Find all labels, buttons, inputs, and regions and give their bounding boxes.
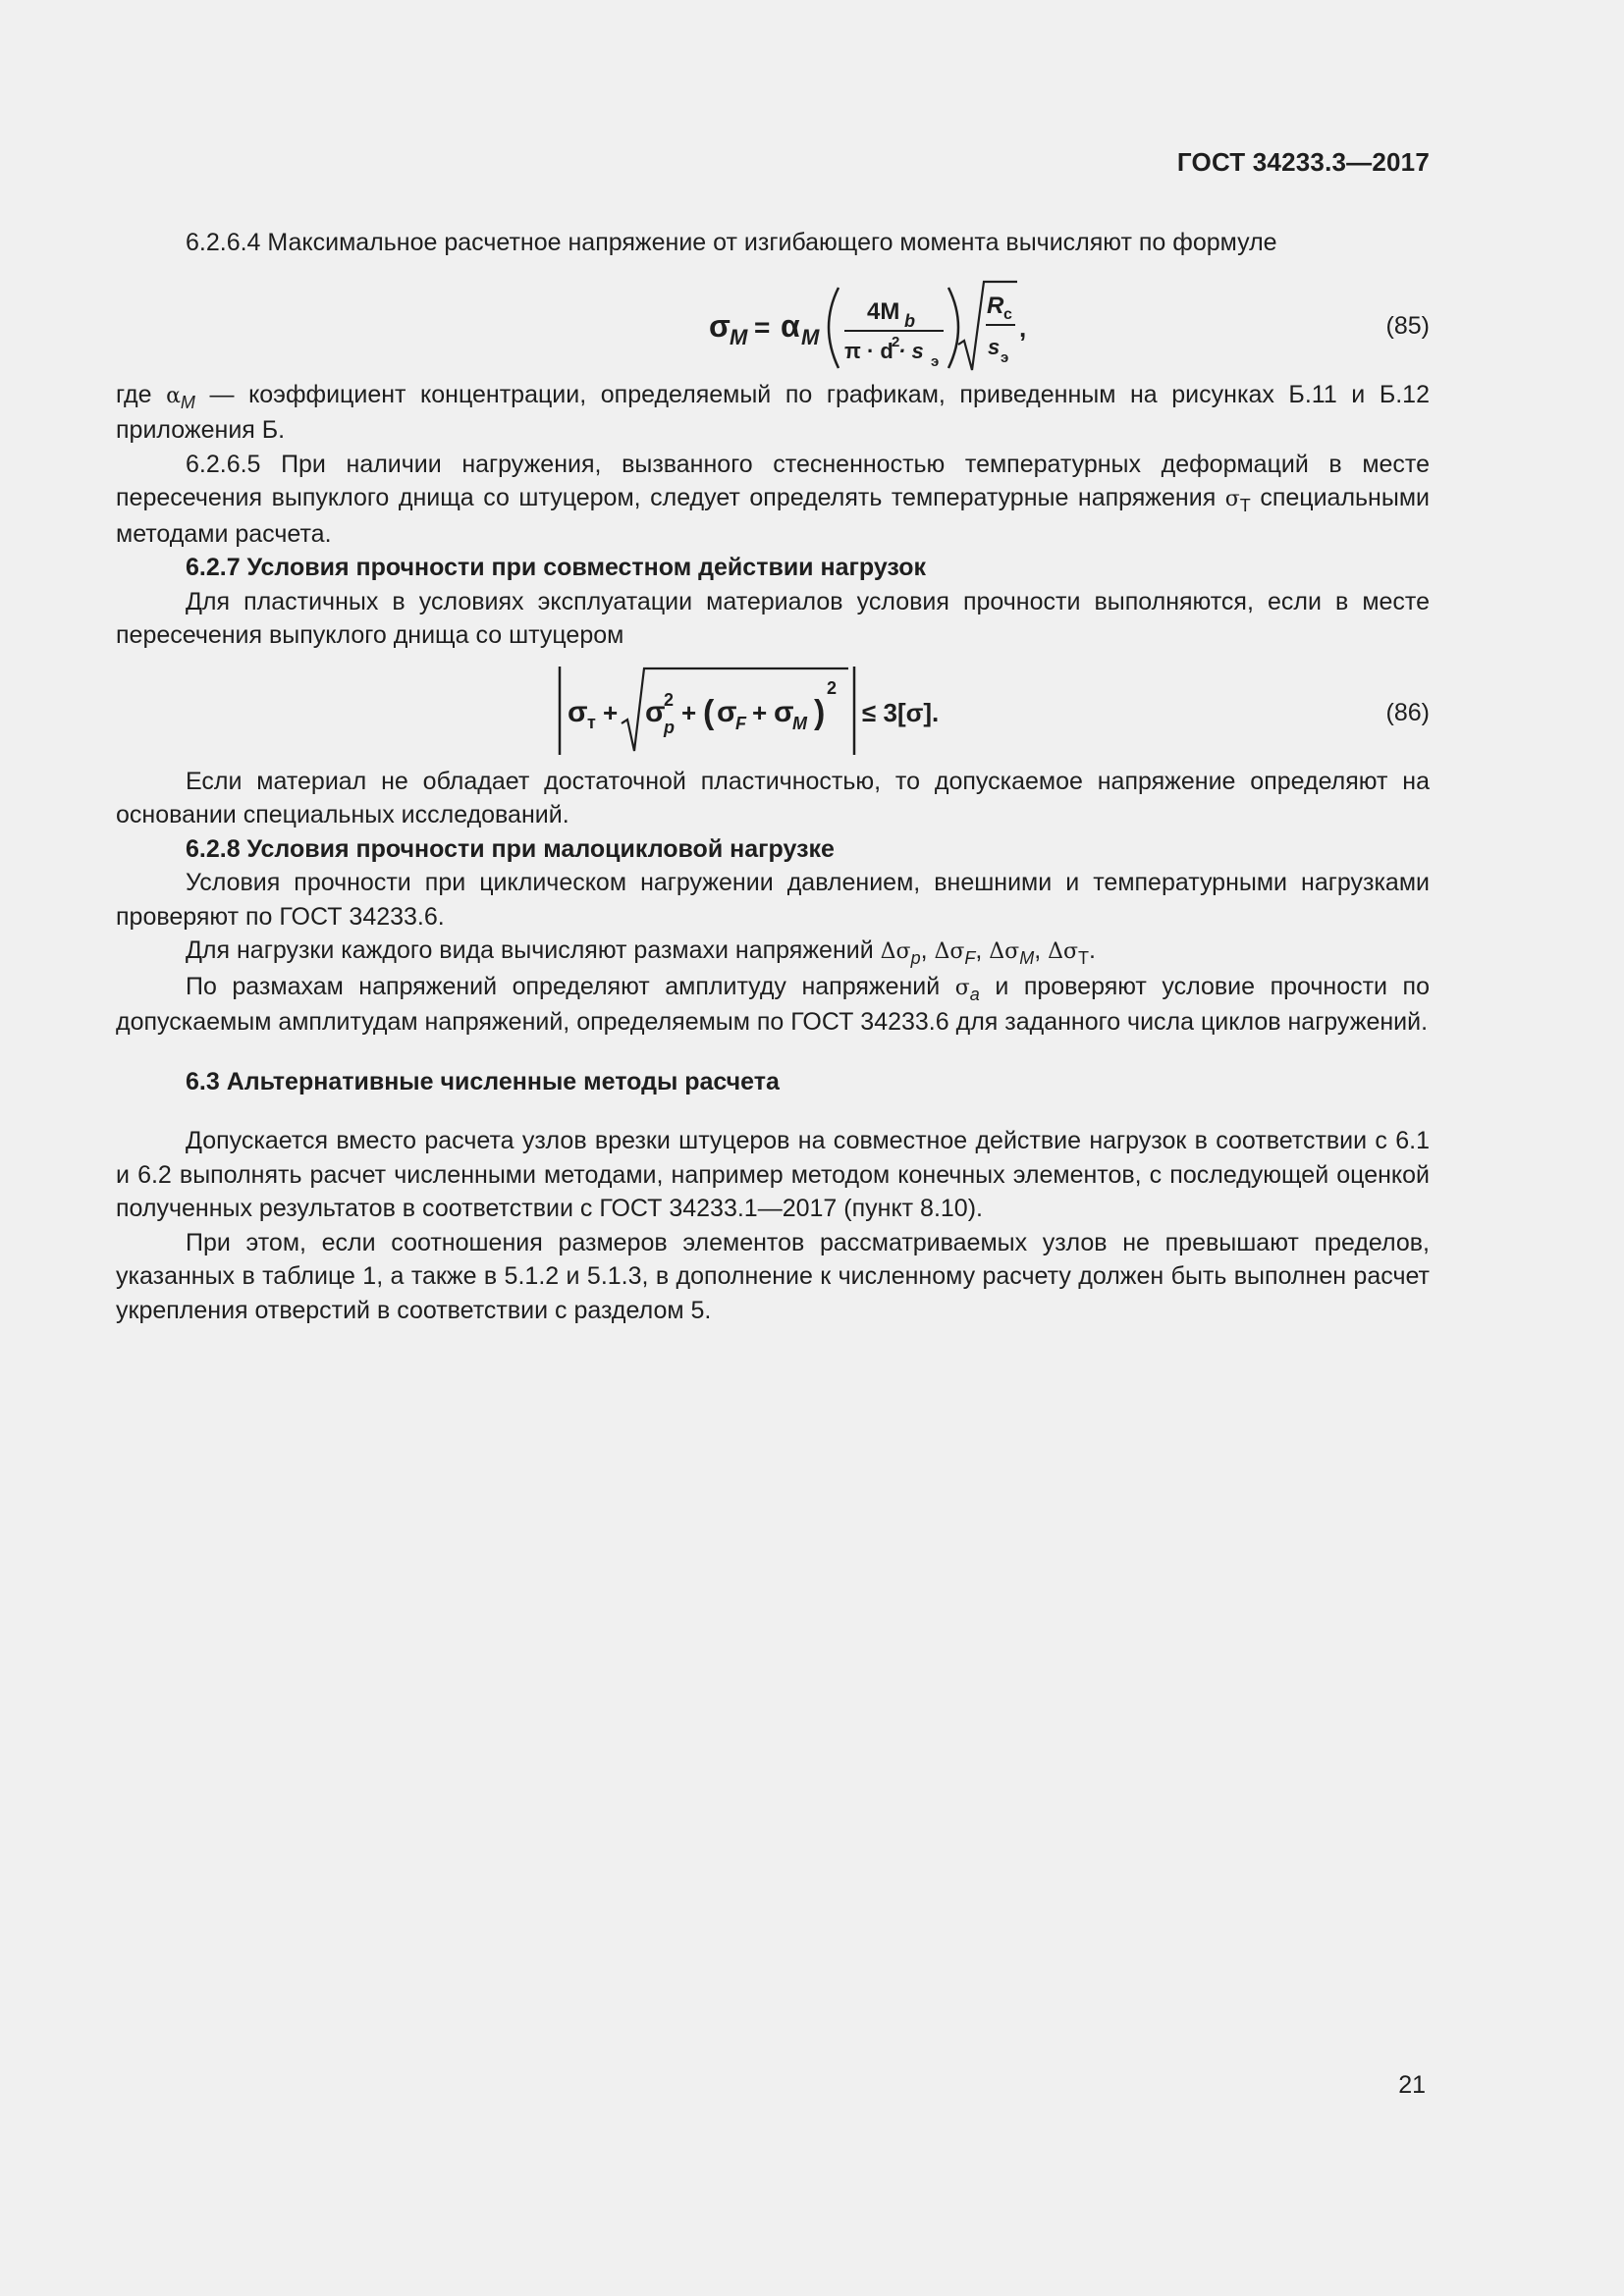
p-628b-sep-2: , [975,936,990,964]
formula-86-row [116,657,1430,765]
p-628c-sigma: σ [954,975,970,1000]
p-628b-sep-3: , [1034,936,1049,964]
p-628b-delta-t-sub: T [1078,948,1090,968]
p-628b-delta-p: Δσ [880,939,911,964]
paragraph-6-2-8-b [116,934,1430,970]
paragraph-6-2-7-b: Если материал не обладает достаточной пластичностью, то допускаемое напряжение определяют на основании специальных исследований. [116,767,1430,828]
where-85-alpha-sub: M [180,392,195,412]
p-6265-pre: 6.2.6.5 При наличии нагружения, вызванного стесненностью температурных деформаций в месте пересечения выпуклого днища со штуцером, следует определять температурные напряжения [116,450,1430,511]
paragraph-6-3-a: Допускается вместо расчета узлов врезки штуцеров на совместное действие нагрузок в соответствии с 6.1 и 6.2 выполнять расчет численными методами, например методом конечных элементов, с последующей оценкой полученных результатов в соответствии с ГОСТ 34233.1—2017 (пункт 8.10). [116,1127,1430,1222]
formula85-radical-denominator-sub: э [1001,348,1009,366]
formula86-plus-1: + [603,697,619,727]
formula86-paren-open: ( [703,693,715,731]
formula85-denominator-power: 2 [892,333,900,350]
p-628b-delta-f-sub: F [964,948,976,968]
heading-6-2-8: 6.2.8 Условия прочности при малоцикловой нагрузке [186,834,835,863]
formula86-sigma-p-sub: p [664,717,675,737]
heading-6-3: 6.3 Альтернативные численные методы расчета [186,1067,780,1095]
p-628b-delta-p-sub: p [910,948,921,968]
formula86-sigma-m: σ [774,695,794,728]
formula-86-number: (86) [1385,698,1430,726]
where-85-post: — коэффициент концентрации, определяемый по графикам, приведенным на рисунках Б.11 и Б.12 приложения Б. [116,380,1430,444]
p-628b-delta-m: Δσ [989,939,1020,964]
p-6265-sigma: σ [1224,487,1240,511]
p-628c-sub: a [969,984,980,1004]
p-628c-pre: По размахам напряжений определяют амплитуду напряжений [186,972,955,1000]
where-85-alpha: α [166,383,181,408]
paragraph-where-85 [116,378,1430,448]
paragraph-6-3-b: При этом, если соотношения размеров элементов рассматриваемых узлов не превышают пределов, указанных в таблице 1, а также в 5.1.2 и 5.1.3, в дополнение к численному расчету должен быть выполнен расчет укрепления отверстий в соответствии с разделом 5. [116,1228,1430,1324]
document-code-header: ГОСТ 34233.3—2017 [1176,147,1430,177]
formula86-square: 2 [827,677,838,698]
formula-85-row [116,268,1430,378]
formula-85 [587,268,1039,376]
where-85-pre: где [116,380,167,408]
document-body [116,226,1430,1327]
p-628b-delta-f: Δσ [934,939,965,964]
formula86-plus-2: + [681,697,697,727]
formula86-sigma-t-sub: т [587,712,596,732]
formula86-sigma-p-sup: 2 [664,689,675,710]
formula85-lhs-sigma: σ [709,307,731,344]
formula85-numerator-sub: b [904,310,915,331]
formula85-right-paren [948,288,958,368]
formula85-alpha-sub: M [801,324,820,349]
formula85-alpha: α [781,307,800,344]
formula85-left-paren [829,288,839,368]
p-628b-delta-m-sub: M [1019,948,1035,968]
p-6265-post: специальными методами расчета. [116,484,1430,548]
heading-6-2-7: 6.2.7 Условия прочности при совместном действии нагрузок [186,554,927,581]
formula85-denominator-s-sub: э [931,352,940,370]
formula86-sigma-t: σ [568,695,588,728]
formula86-plus-3: + [752,697,768,727]
formula-86 [548,657,1058,765]
formula85-radical-numerator: R [987,292,1004,319]
formula86-sigma-f: σ [717,695,737,728]
paragraph-6-2-6-5 [116,448,1430,552]
paragraph-6-2-8-c [116,970,1430,1040]
formula86-sigma-p: σ [645,695,666,728]
formula85-comma: , [1019,312,1027,343]
formula85-numerator: 4M [867,297,900,325]
p-628b-pre: Для нагрузки каждого вида вычисляют размахи напряжений [186,936,881,964]
p-628b-sep-1: , [920,936,935,964]
p-628c-post: и проверяют условие прочности по допускаемым амплитудам напряжений, определяемым по ГОСТ 34233.6 для заданного числа циклов нагружений. [116,972,1430,1036]
formula-85-number: (85) [1385,311,1430,340]
page-number: 21 [1398,2071,1426,2099]
formula85-denominator: π · d [844,338,893,363]
paragraph-6-2-8-a: Условия прочности при циклическом нагружении давлением, внешними и температурными нагрузками проверяют по ГОСТ 34233.6. [116,869,1430,931]
p-6265-sub: T [1239,496,1251,515]
formula85-eq: = [754,311,771,343]
paragraph-6-2-7: Для пластичных в условиях эксплуатации материалов условия прочности выполняются, если в месте пересечения выпуклого днища со штуцером [116,587,1430,649]
formula86-sigma-m-sub: M [792,713,807,733]
paragraph-6-2-6-4: 6.2.6.4 Максимальное расчетное напряжение от изгибающего момента вычисляют по формуле [186,229,1277,256]
formula85-radical-numerator-sub: c [1003,305,1012,323]
formula85-denominator-s: · s [898,338,924,363]
p-628b-end: . [1089,936,1096,964]
formula85-radical-denominator: s [988,334,1001,359]
p-628b-delta-t: Δσ [1048,939,1079,964]
formula86-sigma-f-sub: F [735,713,746,733]
formula85-lhs-sub: M [730,324,748,349]
formula86-inequality: ≤ 3[σ]. [862,697,940,727]
formula86-paren-close: ) [814,693,826,731]
